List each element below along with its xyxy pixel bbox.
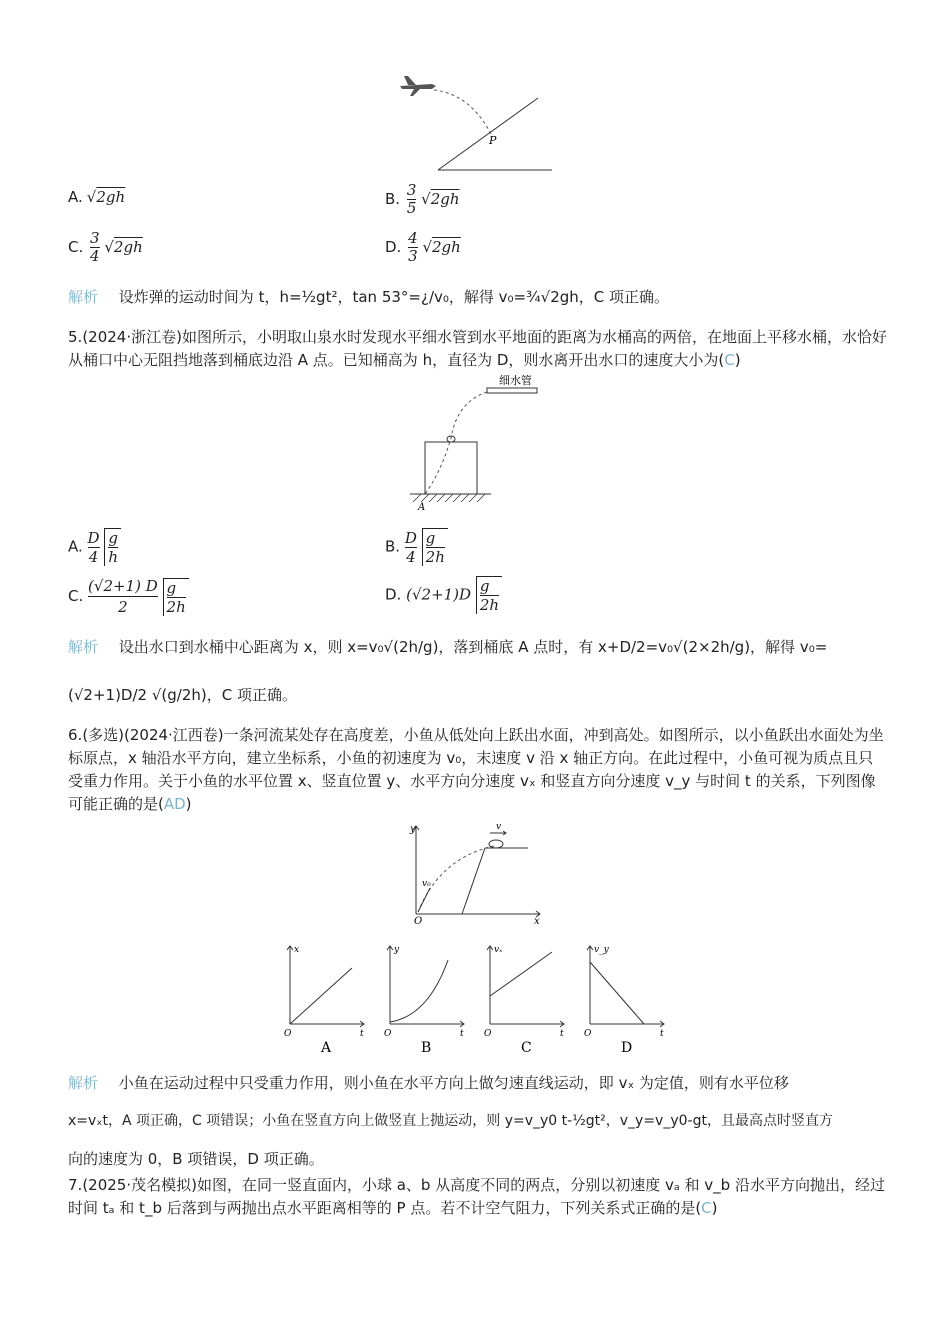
pipe-label: 细水管 — [499, 374, 532, 387]
graph-c — [484, 945, 564, 1056]
water-trajectory — [425, 392, 487, 494]
analysis-text-2: x=vₓt，A 项正确，C 项错误；小鱼在竖直方向上做竖直上抛运动，则 y=v_y0 t-½gt²，v_y=v_y0-gt，且最高点时竖直方 — [68, 1113, 833, 1129]
graph-a-line — [290, 968, 352, 1024]
graph-c-xlabel: t — [560, 1029, 564, 1039]
analysis-label: 解析 — [68, 638, 99, 656]
fish-icon — [489, 840, 503, 848]
q5-option-d: D. (√2+1)D g 2h — [385, 576, 502, 614]
q4-option-b: B. 3 5 √2gh — [385, 181, 460, 217]
analysis-text-1: 小鱼在运动过程中只受重力作用，则小鱼在水平方向上做匀速直线运动，即 vₓ 为定值，则有水平位移 — [118, 1074, 789, 1092]
x-axis-label: x — [534, 916, 540, 926]
q6-graphs — [278, 938, 670, 1058]
graph-d-line — [590, 962, 644, 1024]
point-p-label: P — [489, 134, 497, 147]
q4-figure — [390, 72, 560, 176]
q5-option-b: B. D 4 g 2h — [385, 528, 448, 566]
graph-c-origin: O — [484, 1029, 492, 1039]
graph-d-caption: D — [621, 1040, 633, 1056]
question-6: 6.(多选)(2024·江西卷)一条河流某处存在高度差，小鱼从低处向上跃出水面，冲到高处。如图所示，以小鱼跃出水面处为坐标原点，x 轴沿水平方向，建立坐标系，小鱼的初速度为 v₀，末速度 v 沿 x 轴正方向。在此过程中，小鱼可视为质点且只受重力作用。关于小鱼的水平位置 x、竖直位置 y、水平方向分速度 vₓ 和竖直方向分速度 v_y 与时间 t 的关系，下列图像可能正确的是(AD) — [68, 726, 884, 813]
q5-option-c: C. (√2+1) D 2 g 2h — [68, 576, 189, 617]
q4-option-d: D. 4 3 √2gh — [385, 229, 461, 265]
v0-arrow — [418, 888, 430, 912]
graph-d-xlabel: t — [660, 1029, 664, 1039]
graph-a-xlabel: t — [360, 1029, 364, 1039]
graph-b — [384, 945, 464, 1056]
q5-option-a: A. D 4 g h — [68, 528, 121, 566]
analysis-text: 设炸弹的运动时间为 t，h=½gt²，tan 53°=¿/v₀，解得 v₀=¾√2gh，C 项正确。 — [118, 288, 670, 306]
q5-figure — [405, 372, 545, 512]
graph-c-line — [490, 952, 552, 996]
incline-line — [438, 98, 538, 170]
question-5: 5.(2024·浙江卷)如图所示，小明取山泉水时发现水平细水管到水平地面的距离为水桶高的两倍，在地面上平移水桶，水恰好从桶口中心无阻挡地落到桶底边沿 A 点。已知桶高为 h，直径为 D，则水离开出水口的速度大小为(C) — [68, 328, 887, 369]
analysis-text-3: 向的速度为 0，B 项错误，D 项正确。 — [68, 1150, 324, 1168]
graph-c-ylabel: vₓ — [494, 945, 503, 955]
y-axis-label: y — [410, 824, 416, 835]
analysis-label: 解析 — [68, 1074, 99, 1092]
bucket-shape — [425, 442, 477, 494]
analysis-label: 解析 — [68, 288, 99, 306]
graph-d-origin: O — [584, 1029, 592, 1039]
analysis-text-1: 设出水口到水桶中心距离为 x，则 x=v₀√(2h/g)，落到桶底 A 点时，有 x+D/2=v₀√(2×2h/g)，解得 v₀= — [118, 638, 828, 656]
graph-c-caption: C — [521, 1040, 532, 1056]
q6-analysis — [68, 1072, 789, 1094]
airplane-icon — [400, 76, 436, 96]
answer-text: AD — [163, 795, 186, 813]
point-a-label: A — [418, 502, 426, 512]
question-7: 7.(2025·茂名模拟)如图，在同一竖直面内，小球 a、b 从高度不同的两点，分别以初速度 vₐ 和 v_b 沿水平方向抛出，经过时间 tₐ 和 t_b 后落到与两抛出点水平距离相等的 P 点。若不计空气阻力，下列关系式正确的是(C) — [68, 1176, 885, 1217]
q4-analysis — [68, 286, 669, 308]
graph-b-caption: B — [421, 1040, 432, 1056]
graph-d-ylabel: v_y — [594, 945, 609, 955]
analysis-text-2: (√2+1)D/2 √(g/2h)，C 项正确。 — [68, 686, 297, 704]
graph-b-ylabel: y — [394, 945, 400, 955]
pipe-shape — [487, 388, 537, 393]
graph-a-origin: O — [284, 1029, 292, 1039]
v-label: v — [496, 822, 502, 832]
graph-b-xlabel: t — [460, 1029, 464, 1039]
ground-hatch — [413, 494, 485, 502]
answer-text: C — [724, 351, 735, 369]
q5-analysis — [68, 636, 827, 658]
v0-label: v₀ — [422, 879, 431, 889]
graph-d — [584, 945, 664, 1056]
trajectory-curve — [434, 90, 491, 134]
q4-option-c: C. 3 4 √2gh — [68, 229, 143, 265]
graph-b-curve — [390, 960, 448, 1022]
bank-slope — [462, 848, 485, 914]
answer-text: C — [701, 1199, 712, 1217]
graph-b-origin: O — [384, 1029, 392, 1039]
graph-a-caption: A — [321, 1040, 332, 1056]
origin-label: O — [414, 916, 423, 926]
graph-a — [284, 945, 364, 1056]
q4-option-a: A. √2gh — [68, 188, 126, 206]
q6-figure — [400, 818, 550, 926]
graph-a-ylabel: x — [294, 945, 300, 955]
